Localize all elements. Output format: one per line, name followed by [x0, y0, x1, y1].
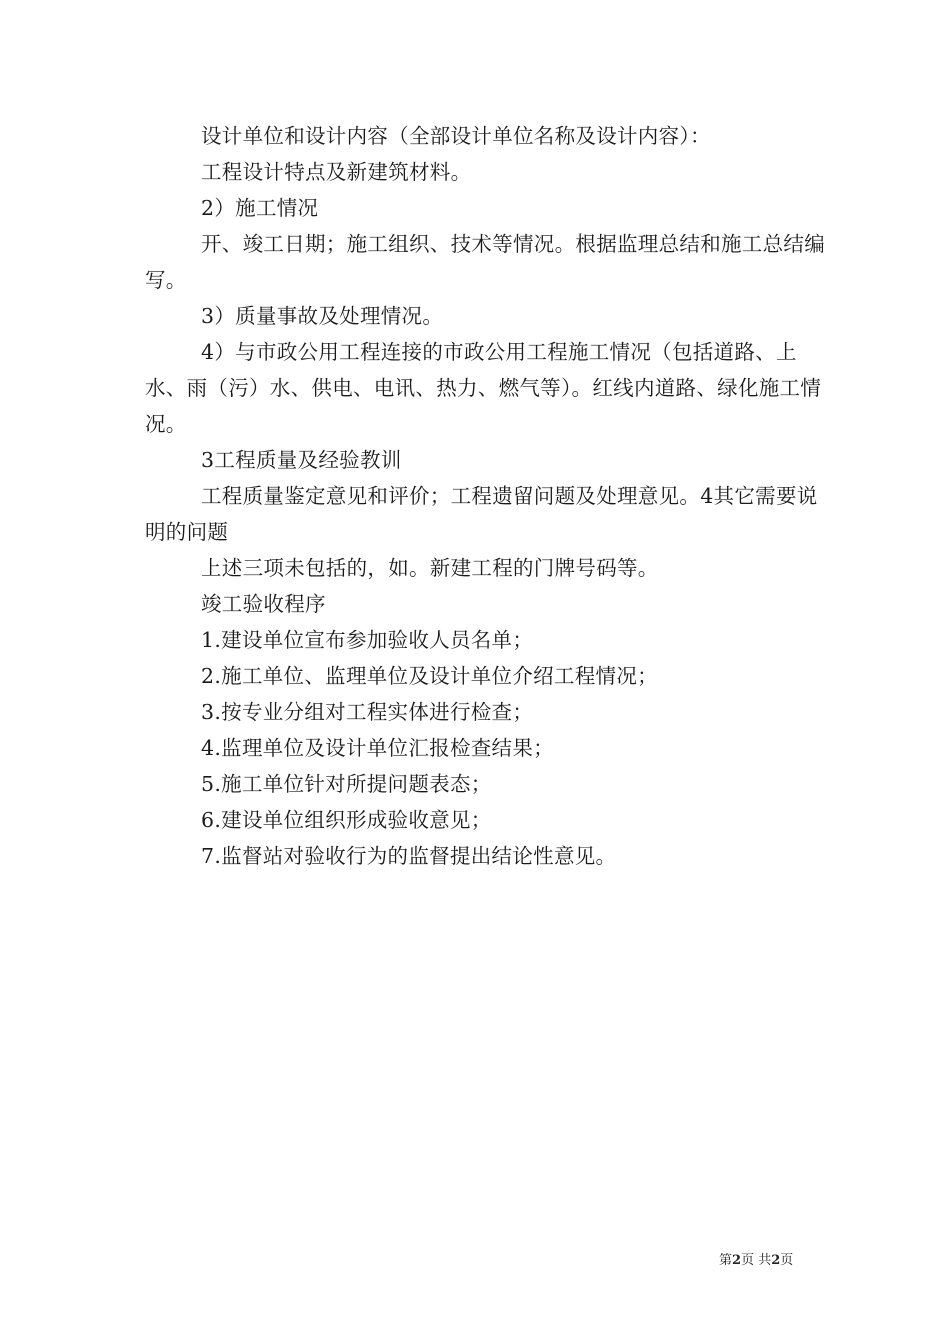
paragraph: 3.按专业分组对工程实体进行检查； [201, 700, 534, 724]
paragraph: 竣工验收程序 [201, 592, 326, 616]
paragraph: 4.监理单位及设计单位汇报检查结果； [201, 736, 554, 760]
paragraph: 工程设计特点及新建筑材料。 [201, 160, 472, 184]
paragraph: 6.建设单位组织形成验收意见； [201, 808, 492, 832]
paragraph: 开、竣工日期；施工组织、技术等情况。根据监理总结和施工总结编写。 [145, 232, 825, 292]
paragraph: 设计单位和设计内容（全部设计单位名称及设计内容）： [201, 124, 711, 148]
paragraph: 2）施工情况 [201, 196, 319, 220]
paragraph: 4）与市政公用工程连接的市政公用工程施工情况（包括道路、上水、雨（污）水、供电、电讯、热力、燃气等）。红线内道路、绿化施工情况。 [145, 340, 822, 436]
paragraph: 3工程质量及经验教训 [201, 448, 402, 472]
current-page-number: 2 [732, 1253, 742, 1268]
paragraph: 5.施工单位针对所提问题表态； [201, 772, 492, 796]
paragraph: 3）质量事故及处理情况。 [201, 304, 444, 328]
paragraph: 7.监督站对验收行为的监督提出结论性意见。 [201, 844, 617, 868]
page-number-footer [719, 1249, 793, 1268]
document-body [145, 118, 835, 874]
footer-middle: 页 共 [741, 1253, 772, 1268]
paragraph: 工程质量鉴定意见和评价；工程遗留问题及处理意见。4其它需要说明的问题 [145, 484, 818, 544]
paragraph: 1.建设单位宣布参加验收人员名单； [201, 628, 534, 652]
footer-suffix: 页 [780, 1253, 794, 1268]
paragraph: 2.施工单位、监理单位及设计单位介绍工程情况； [201, 664, 658, 688]
paragraph: 上述三项未包括的，如。新建工程的门牌号码等。 [201, 556, 659, 580]
total-page-number: 2 [771, 1253, 781, 1268]
footer-prefix: 第 [719, 1253, 733, 1268]
